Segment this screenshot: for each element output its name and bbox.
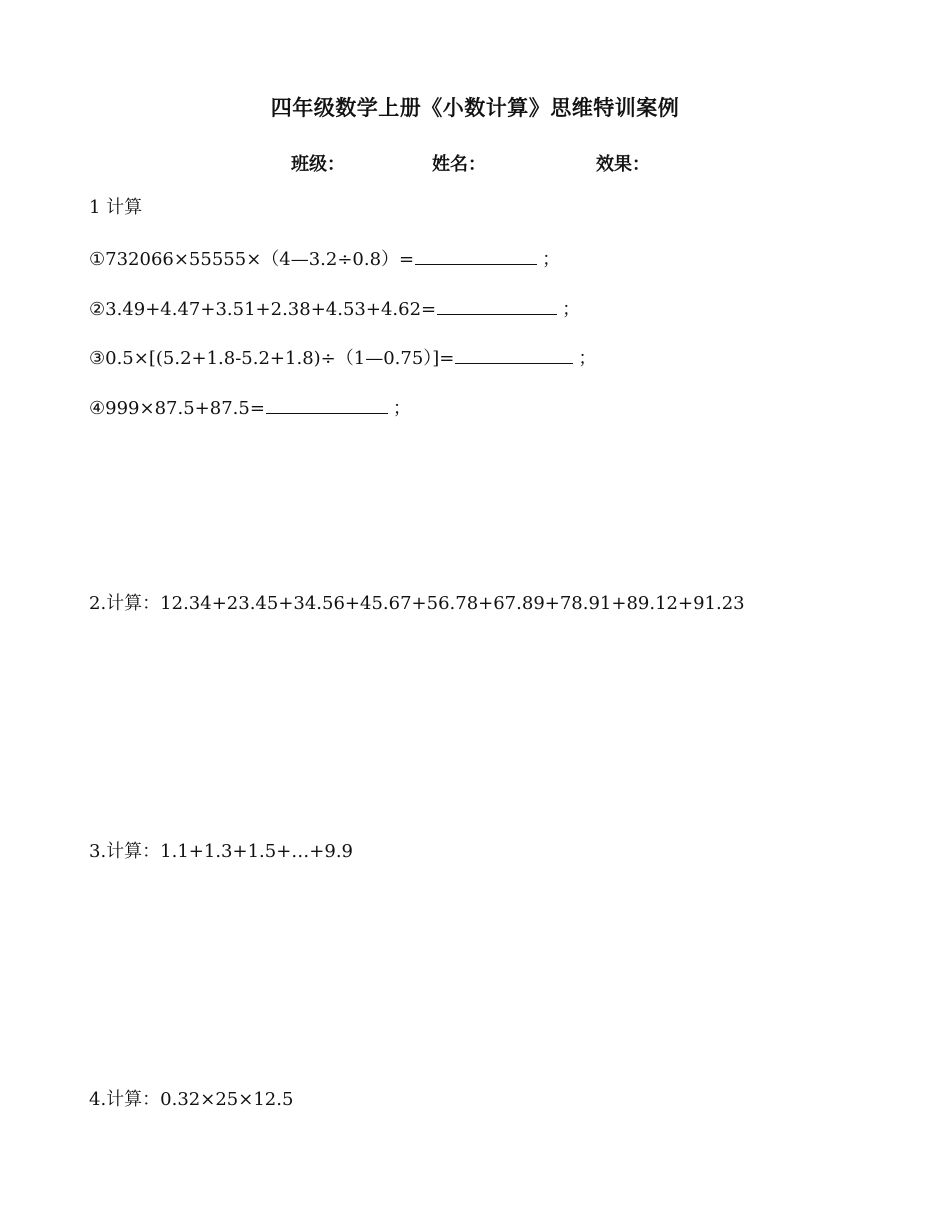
question-4: 4.计算：0.32×25×12.5 — [89, 1089, 294, 1110]
question-2: 2.计算：12.34+23.45+34.56+45.67+56.78+67.89+78.91+89.12+91.23 — [89, 593, 745, 614]
problem-1-4-expression: ④999×87.5+87.5= — [89, 398, 265, 419]
problem-1-4-end: ； — [392, 398, 411, 419]
name-label: 姓名： — [432, 154, 486, 175]
problem-1-1-expression: ①732066×55555×（4—3.2÷0.8）= — [89, 249, 415, 270]
problem-1-4-answer-blank[interactable] — [266, 395, 388, 414]
effect-label: 效果： — [596, 154, 650, 175]
problem-1-2-expression: ②3.49+4.47+3.51+2.38+4.53+4.62= — [89, 299, 437, 320]
problem-1-3 — [89, 345, 596, 371]
problem-1-3-answer-blank[interactable] — [455, 345, 573, 364]
question-3: 3.计算：1.1+1.3+1.5+…+9.9 — [89, 841, 354, 862]
problem-1-1-answer-blank[interactable] — [415, 246, 537, 265]
problem-1-3-expression: ③0.5×[(5.2+1.8-5.2+1.8)÷（1—0.75）]= — [89, 348, 455, 369]
problem-1-1-end: ； — [542, 249, 561, 270]
section-1-heading: 1 计算 — [89, 197, 143, 218]
problem-1-2-end: ； — [562, 299, 581, 320]
problem-1-4 — [89, 395, 411, 421]
problem-1-2 — [89, 296, 580, 322]
problem-1-1 — [89, 246, 560, 272]
class-label: 班级： — [291, 154, 345, 175]
problem-1-2-answer-blank[interactable] — [437, 296, 557, 315]
problem-1-3-end: ； — [578, 348, 597, 369]
page-title: 四年级数学上册《小数计算》思维特训案例 — [270, 96, 680, 120]
